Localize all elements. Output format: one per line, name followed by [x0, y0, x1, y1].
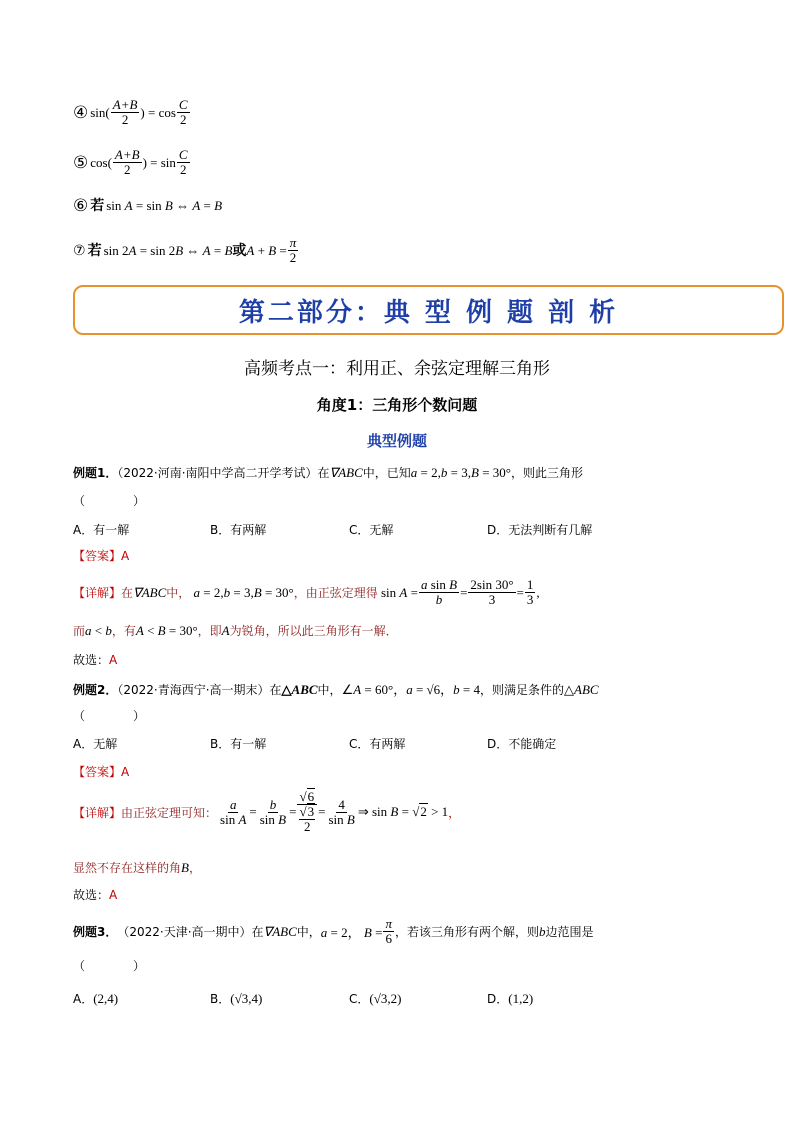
- q3-option-a[interactable]: A．(2,4): [73, 991, 119, 1006]
- q3-blank: （ ）: [73, 959, 146, 973]
- formula-6: ⑥ 若 sin A = sin B ⇔ A = B: [73, 196, 223, 216]
- q1-choose: 故选：A: [73, 653, 118, 667]
- q1-option-b[interactable]: B．有两解: [210, 523, 267, 537]
- part-banner: [73, 285, 784, 335]
- banner-title: 第二部分：典 型 例 题 剖 析: [238, 297, 619, 328]
- q2-option-b[interactable]: B．有一解: [210, 737, 267, 751]
- formula-4: ④ sin( $\frac{A+B}{2}$ ) = cos $\frac{C}{2}$: [73, 97, 188, 127]
- q1-option-c[interactable]: C．无解: [349, 523, 394, 537]
- q1-detail: 【详解】 在 ∇ABC 中， a = 2,b = 3,B = 30° ，由正弦定理得 sin A = $\frac{\text{a sin B}}{b}$ = $\frac{2\sin 30^\circ}{3}$ = $\frac{1}{3}$ ,: [73, 577, 540, 607]
- subsection-title: 角度1：三角形个数问题: [316, 396, 478, 414]
- formula-number: ⑥: [73, 196, 89, 216]
- q2-stem: 例题2．（2022·青海西宁·高一期末）在△ABC中，∠A = 60°，a = √6，b = 4，则满足条件的△ABC: [73, 682, 599, 697]
- q3-stem: 例题3． （2022·天津·高一期中）在 ∇ABC 中， a = 2， B = $\frac{\pi}{6}$ ，若该三角形有两个解，则 b 边范围是: [73, 916, 594, 946]
- q1-answer: 【答案】A: [73, 549, 130, 563]
- q1-blank: （ ）: [73, 494, 146, 508]
- formula-5: ⑤ cos( $\frac{A+B}{2}$ ) = sin $\frac{C}{2}$: [73, 147, 188, 177]
- q2-detail-2: 显然不存在这样的角B，: [73, 860, 201, 875]
- q2-choose: 故选：A: [73, 888, 118, 902]
- formula-number: ④: [73, 102, 89, 123]
- q2-option-a[interactable]: A．无解: [73, 737, 118, 751]
- q2-answer: 【答案】A: [73, 765, 130, 779]
- q2-detail: 【详解】 由正弦定理可知： $\frac{a}{\text{sin A}}$ = $\frac{b}{\text{sin B}}$ = √6 √3 2 = $\frac{4}{\text{sin B}}$ ⇒ sin B = √2 > 1 ，: [73, 789, 461, 834]
- q1-detail-2: 而a < b，有A < B = 30°，即A为锐角，所以此三角形有一解．: [73, 623, 398, 638]
- q2-blank: （ ）: [73, 709, 146, 723]
- q2-option-c[interactable]: C．有两解: [349, 737, 406, 751]
- formula-7: ⑦ 若 sin 2A = sin 2B ⇔ A = B 或 A + B = $\frac{\pi}{2}$: [73, 235, 297, 265]
- section-title: 高频考点一：利用正、余弦定理解三角形: [244, 359, 550, 379]
- q2-option-d[interactable]: D．不能确定: [487, 737, 557, 751]
- typical-label: 典型例题: [366, 432, 427, 450]
- q3-option-c[interactable]: C．(√3,2): [349, 991, 402, 1006]
- formula-number: ⑤: [73, 152, 89, 173]
- q3-option-b[interactable]: B．(√3,4): [210, 991, 263, 1006]
- formula-number: ⑦: [73, 242, 86, 259]
- q1-option-a[interactable]: A．有一解: [73, 523, 130, 537]
- q3-option-d[interactable]: D．(1,2): [487, 991, 534, 1006]
- q1-stem: 例题1．（2022·河南·南阳中学高二开学考试）在∇ABC中，已知a = 2,b = 3,B = 30°，则此三角形: [73, 465, 583, 480]
- q1-option-d[interactable]: D．无法判断有几解: [487, 523, 593, 537]
